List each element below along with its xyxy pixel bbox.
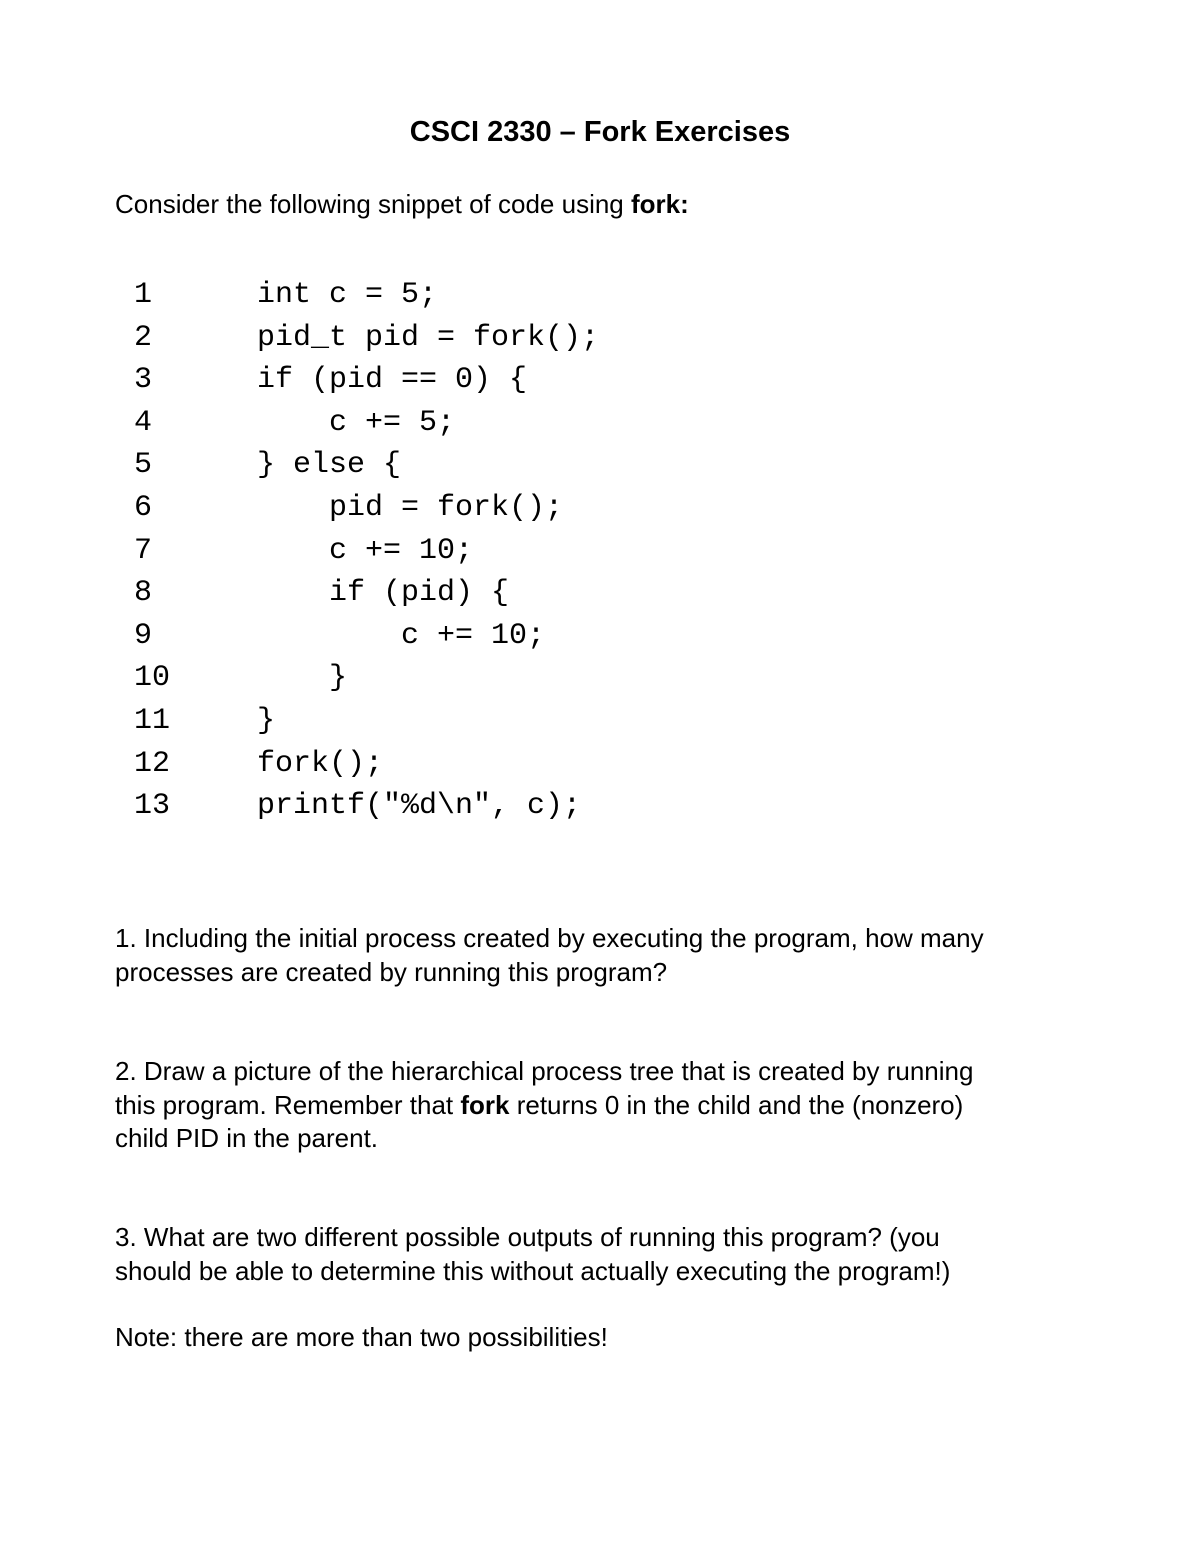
line-number: 8: [134, 576, 153, 611]
question-2-text-end: returns 0 in the child and the (nonzero) child PID in the parent.: [115, 1089, 964, 1153]
code-text: fork();: [257, 746, 384, 781]
document-title: CSCI 2330 – Fork Exercises: [409, 116, 791, 148]
line-number: 6: [134, 490, 153, 525]
line-number: 11: [134, 703, 171, 738]
line-number: 13: [134, 789, 171, 824]
note-text: Note: there are more than two possibilities!: [115, 1322, 608, 1352]
code-text: if (pid) {: [257, 576, 510, 611]
line-number: 10: [134, 661, 171, 696]
code-text: c += 10;: [257, 618, 546, 653]
line-number: 12: [134, 746, 171, 781]
line-number: 1: [134, 278, 153, 312]
question-1: 1. Including the initial process created by executing the program, how many processes are created by running this program?: [115, 923, 984, 987]
code-text: if (pid == 0) {: [257, 363, 528, 398]
code-text: printf("%d\n", c);: [257, 789, 582, 824]
code-text: }: [257, 661, 348, 696]
question-2: [115, 1055, 1015, 1156]
question-3: 3. What are two different possible outputs of running this program? (you should be able to determine this without actually executing the program!): [115, 1222, 951, 1286]
line-number: 5: [134, 448, 153, 483]
intro-text-bold: fork:: [631, 189, 689, 219]
intro-text-plain: Consider the following snippet of code using: [115, 189, 631, 219]
code-text: pid_t pid = fork();: [257, 320, 600, 355]
intro-text: [115, 187, 689, 221]
question-2-bold: fork: [460, 1089, 510, 1120]
code-text: c += 5;: [257, 405, 456, 440]
code-text: int c = 5;: [257, 278, 438, 312]
code-text: c += 10;: [257, 533, 474, 568]
question-2-text-start: 2. Draw a picture of the hierarchical process tree that is created by running this program. Remember that: [115, 1056, 974, 1120]
line-number: 3: [134, 363, 153, 398]
line-number: 7: [134, 533, 153, 568]
code-text: } else {: [257, 448, 402, 483]
code-text: }: [257, 703, 276, 738]
line-number: 4: [134, 405, 153, 440]
code-text: pid = fork();: [257, 490, 564, 525]
line-number: 9: [134, 618, 153, 653]
line-number: 2: [134, 320, 153, 355]
